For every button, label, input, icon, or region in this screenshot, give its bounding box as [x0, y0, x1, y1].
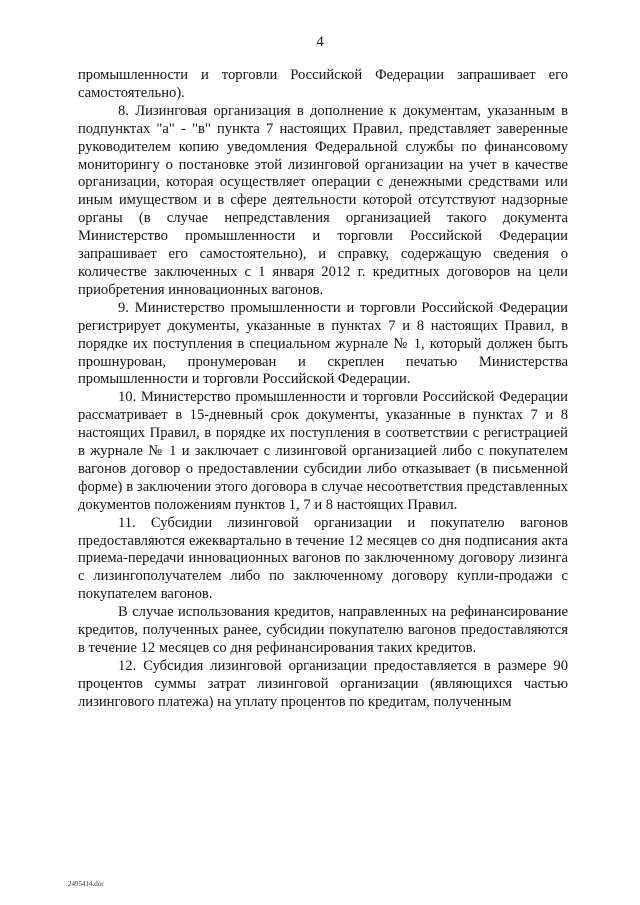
paragraph-8: 8. Лизинговая организация в дополнение к документам, указанным в подпунктах "а" - "в" пункта 7 настоящих Правил, представляет заверенные руководителем копию уведомления Федеральной службы по финансовому мониторингу о постановке этой лизинговой организации на учет в качестве организации, которая осуществляет операции с денежными средствами или иным имуществом и в сфере деятельности которой отсутствуют надзорные органы (в случае непредставления организацией такого документа Министерство промышленности и торговли Российской Федерации запрашивает его самостоятельно), и справку, содержащую сведения о количестве заключенных с 1 января 2012 г. кредитных договоров на цели приобретения инновационных вагонов.	[78, 102, 568, 298]
document-body	[78, 67, 568, 712]
paragraph-9: 9. Министерство промышленности и торговли Российской Федерации регистрирует документы, указанные в пунктах 7 и 8 настоящих Правил, в порядке их поступления в специальном журнале № 1, который должен быть прошнурован, пронумерован и скреплен печатью Министерства промышленности и торговли Российской Федерации.	[78, 299, 568, 388]
paragraph-12: 12. Субсидия лизинговой организации предоставляется в размере 90 процентов суммы затрат лизинговой организации (являющихся частью лизингового платежа) на уплату процентов по кредитам, полученным	[78, 657, 568, 710]
paragraph-10: 10. Министерство промышленности и торговли Российской Федерации рассматривает в 15-дневный срок документы, указанные в пунктах 7 и 8 настоящих Правил, в порядке их поступления в соответствии с регистрацией в журнале № 1 и заключает с лизинговой организацией либо с покупателем вагонов договор о предоставлении субсидии либо отказывает (в письменной форме) в заключении этого договора в случае несоответствия представленных документов положениям пунктов 1, 7 и 8 настоящих Правил.	[78, 389, 568, 513]
document-file-id: 2495414.doc	[68, 880, 105, 888]
paragraph-continuation: промышленности и торговли Российской Федерации запрашивает его самостоятельно).	[78, 67, 568, 101]
page-number: 4	[316, 34, 324, 50]
paragraph-11-refinancing: В случае использования кредитов, направленных на рефинансирование кредитов, полученных ранее, субсидии покупателю вагонов предоставляются в течение 12 месяцев со дня рефинансирования таких кредитов.	[78, 604, 568, 656]
paragraph-11: 11. Субсидии лизинговой организации и покупателю вагонов предоставляются ежеквартально в течение 12 месяцев со дня подписания акта приема-передачи инновационных вагонов по заключенному договору лизинга с лизингополучателем либо по заключенному договору купли-продажи с покупателем вагонов.	[78, 514, 568, 603]
